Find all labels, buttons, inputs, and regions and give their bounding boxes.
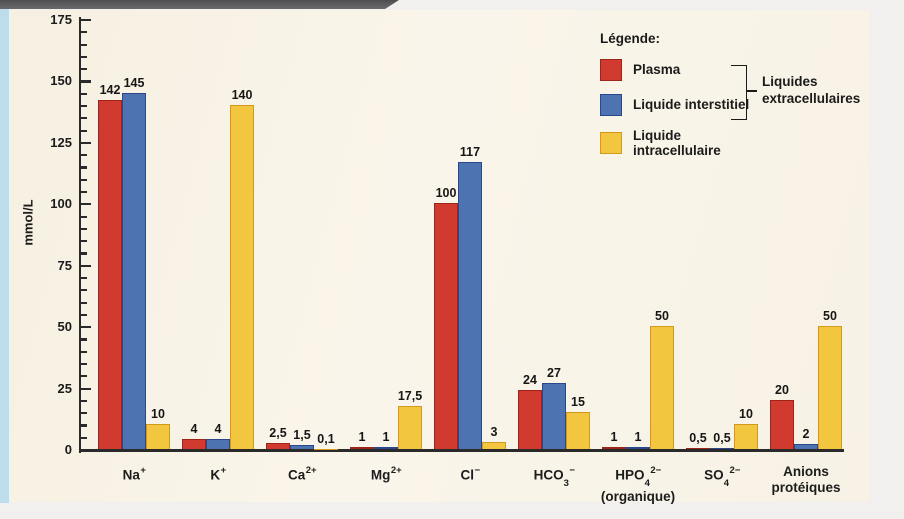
- x-category-label-line2: protéiques: [771, 480, 841, 495]
- legend-swatch-icon: [600, 59, 622, 81]
- bar-value-label: 4: [190, 422, 198, 437]
- extracellular-group-label-line1: Liquides: [762, 74, 818, 89]
- y-minor-tick: [81, 375, 87, 377]
- legend-swatch-icon: [600, 94, 622, 116]
- bar-liquide-interstitiel-SO42−: [710, 448, 734, 449]
- legend-item-liquide-intracellulaire: [600, 128, 890, 158]
- y-minor-tick: [81, 216, 87, 218]
- bar-value-label: 117: [459, 144, 481, 159]
- x-category-formula: $HPO_4^{2-}$: [615, 465, 662, 490]
- bar-value-label: 3: [490, 424, 498, 439]
- bar-plasma-HPO42− (organique): [602, 447, 626, 449]
- bar-liquide-interstitiel-Anions protéiques: [794, 444, 818, 449]
- bar-value-label: 20: [775, 382, 789, 397]
- bar-value-label: 0,1: [317, 431, 335, 446]
- y-minor-tick: [81, 105, 87, 107]
- y-minor-tick: [81, 44, 87, 46]
- legend-item-label: Liquide interstitiel: [633, 97, 750, 112]
- bar-value-label: 2: [802, 427, 810, 442]
- y-minor-tick: [81, 437, 87, 439]
- bar-plasma-Mg2+: [350, 447, 374, 449]
- y-minor-tick: [81, 314, 87, 316]
- y-minor-tick: [81, 412, 87, 414]
- bar-plasma-Ca2+: [266, 443, 290, 449]
- y-minor-tick: [81, 31, 87, 33]
- bar-value-label: 50: [823, 309, 837, 324]
- x-category-label-HPO42− (organique): [601, 464, 675, 505]
- x-category-label-Ca2+: [288, 464, 316, 484]
- bar-value-label: 1,5: [293, 428, 311, 443]
- y-major-tick: [81, 19, 91, 21]
- bar-value-label: 145: [123, 75, 145, 90]
- y-minor-tick: [81, 130, 87, 132]
- y-major-tick: [81, 265, 91, 267]
- x-category-formula: $Ca^{2+}$: [287, 465, 317, 483]
- y-minor-tick: [81, 228, 87, 230]
- bar-value-label: 17,5: [397, 389, 423, 403]
- y-tick-label: 0: [64, 442, 72, 457]
- y-tick-label: 50: [57, 319, 72, 335]
- bar-liquide-intracellulaire-HPO42− (organique): [650, 326, 674, 449]
- y-major-tick: [81, 388, 91, 390]
- bar-value-label: 27: [547, 365, 561, 380]
- legend-title: Légende:: [600, 31, 661, 46]
- bar-liquide-interstitiel-HPO42− (organique): [626, 447, 650, 449]
- legend-item-label: Plasma: [633, 62, 681, 77]
- extracellular-group-label: [762, 73, 860, 107]
- y-minor-tick: [81, 179, 87, 181]
- x-category-label-HCO3−: [534, 464, 575, 489]
- y-minor-tick: [81, 424, 87, 426]
- bar-liquide-intracellulaire-Ca2+: [314, 449, 338, 450]
- bar-plasma-HCO3−: [518, 390, 542, 449]
- bar-liquide-interstitiel-Cl−: [458, 162, 482, 449]
- y-minor-tick: [81, 363, 87, 365]
- x-category-label-Mg2+: [371, 464, 401, 484]
- bar-liquide-interstitiel-K+: [206, 439, 230, 449]
- x-category-label-Cl−: [460, 464, 479, 484]
- bar-liquide-intracellulaire-Cl−: [482, 442, 506, 449]
- y-minor-tick: [81, 117, 87, 119]
- y-minor-tick: [81, 277, 87, 279]
- x-category-label-SO42−: [704, 464, 740, 489]
- bar-plasma-Na+: [98, 100, 122, 449]
- bar-liquide-intracellulaire-Na+: [146, 424, 170, 449]
- bar-plasma-Anions protéiques: [770, 400, 794, 449]
- y-minor-tick: [81, 351, 87, 353]
- y-major-tick: [81, 142, 91, 144]
- bar-value-label: 1: [610, 429, 618, 444]
- bar-value-label: 10: [739, 407, 753, 422]
- x-category-formula: $Mg^{2+}$: [370, 465, 402, 483]
- x-category-formula: $HCO_3^-$: [533, 465, 575, 490]
- y-minor-tick: [81, 289, 87, 291]
- y-minor-tick: [81, 240, 87, 242]
- bar-value-label: 50: [655, 309, 669, 324]
- x-category-formula: K+: [210, 465, 227, 483]
- bar-value-label: 1: [382, 429, 390, 444]
- bar-liquide-intracellulaire-Anions protéiques: [818, 326, 842, 449]
- x-category-formula: Na+: [122, 465, 146, 483]
- bar-liquide-intracellulaire-HCO3−: [566, 412, 590, 449]
- legend-swatch-icon: [600, 132, 622, 154]
- y-tick-label: 125: [50, 134, 72, 150]
- y-minor-tick: [81, 93, 87, 95]
- y-minor-tick: [81, 154, 87, 156]
- bar-liquide-intracellulaire-Mg2+: [398, 406, 422, 449]
- x-category-formula: Cl−: [460, 465, 481, 483]
- bar-value-label: 0,5: [689, 430, 707, 445]
- y-minor-tick: [81, 338, 87, 340]
- x-category-label-Na+: [123, 464, 146, 484]
- bar-value-label: 1: [358, 429, 366, 444]
- bar-value-label: 140: [231, 88, 253, 102]
- x-category-formula: $SO_4^{2-}$: [704, 465, 741, 490]
- extracellular-group-bracket-stub: [746, 90, 757, 92]
- y-major-tick: [81, 80, 91, 82]
- extracellular-group-label-line2: extracellulaires: [762, 91, 861, 106]
- bar-liquide-interstitiel-Mg2+: [374, 447, 398, 449]
- x-category-label-line2: (organique): [600, 489, 676, 505]
- y-major-tick: [81, 326, 91, 328]
- extracellular-group-bracket: [731, 65, 747, 120]
- bar-plasma-Cl−: [434, 203, 458, 449]
- bar-liquide-interstitiel-HCO3−: [542, 383, 566, 449]
- y-minor-tick: [81, 56, 87, 58]
- bar-plasma-SO42−: [686, 448, 710, 449]
- y-tick-label: 100: [50, 196, 72, 212]
- bar-value-label: 4: [214, 422, 222, 437]
- legend-item-label: Liquide intracellulaire: [633, 128, 721, 158]
- bar-liquide-intracellulaire-SO42−: [734, 424, 758, 449]
- x-category-label-Anions protéiques: [771, 464, 840, 496]
- y-minor-tick: [81, 252, 87, 254]
- y-minor-tick: [81, 191, 87, 193]
- bar-value-label: 10: [151, 407, 165, 422]
- bar-value-label: 1: [634, 429, 642, 444]
- x-category-formula: Anions: [783, 464, 829, 479]
- y-major-tick: [81, 203, 91, 205]
- y-axis-title: mmol/L: [20, 199, 36, 246]
- x-category-label-K+: [210, 464, 225, 484]
- y-tick-label: 25: [57, 380, 72, 396]
- y-minor-tick: [81, 302, 87, 304]
- legend: [600, 31, 890, 170]
- y-minor-tick: [81, 400, 87, 402]
- bar-value-label: 100: [435, 186, 457, 201]
- bar-liquide-interstitiel-Na+: [122, 93, 146, 449]
- bar-value-label: 15: [571, 395, 585, 410]
- y-minor-tick: [81, 166, 87, 168]
- bar-liquide-intracellulaire-K+: [230, 105, 254, 449]
- bar-value-label: 0,5: [713, 430, 731, 445]
- bar-value-label: 24: [523, 373, 537, 388]
- y-tick-label: 175: [50, 12, 72, 27]
- bar-value-label: 2,5: [269, 425, 287, 440]
- x-axis-line: [79, 449, 844, 452]
- y-minor-tick: [81, 68, 87, 70]
- y-tick-label: 150: [50, 73, 72, 89]
- bar-value-label: 142: [99, 83, 121, 98]
- bar-plasma-K+: [182, 439, 206, 449]
- bar-liquide-interstitiel-Ca2+: [290, 445, 314, 449]
- y-tick-label: 75: [57, 257, 72, 273]
